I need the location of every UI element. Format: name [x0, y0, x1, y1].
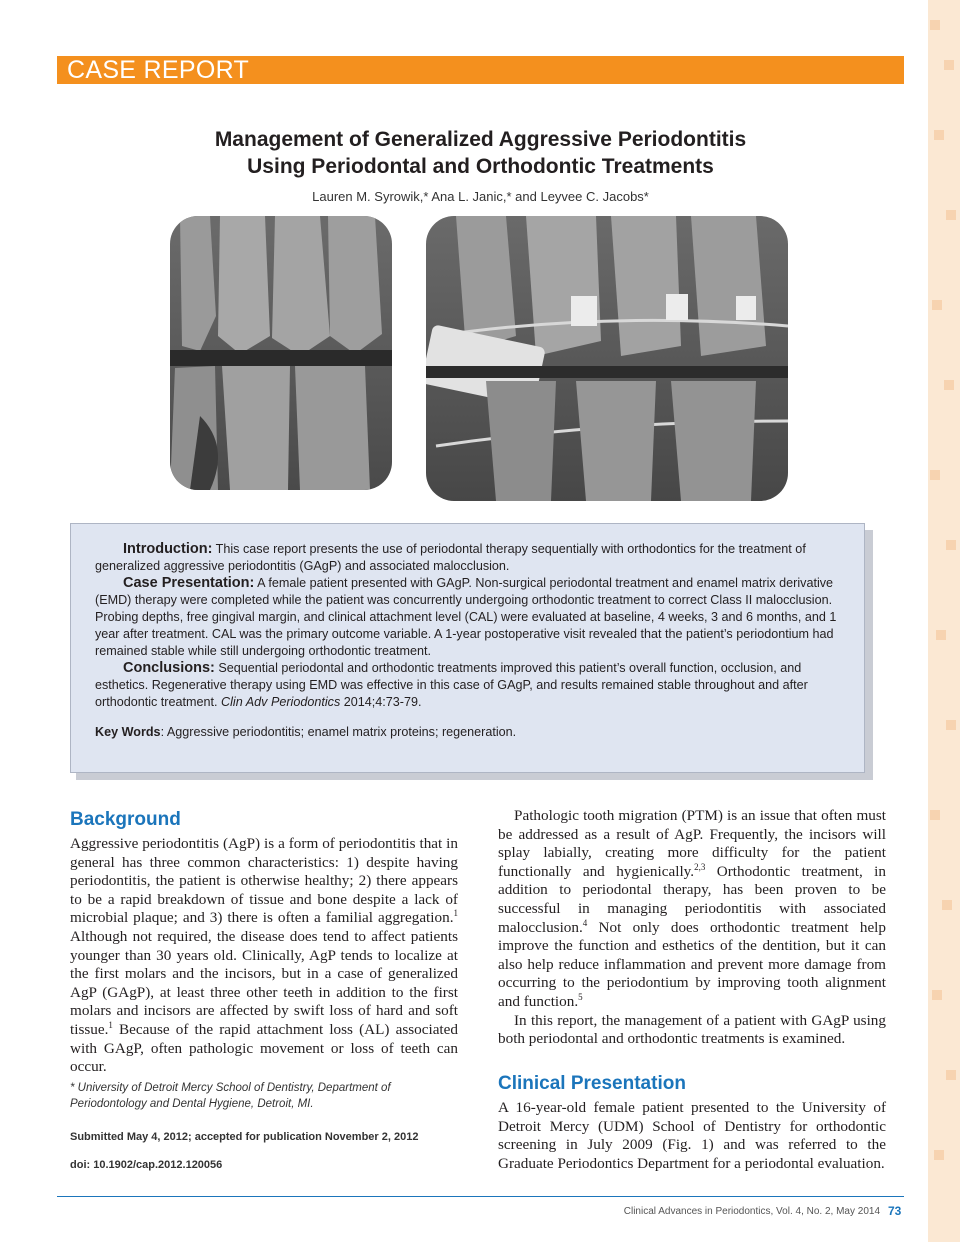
abstract-box: [70, 523, 865, 773]
background-paragraph: [70, 835, 458, 1077]
reference-superscript: 2,3: [694, 861, 706, 872]
abstract-case-text: A female patient presented with GAgP. Non-surgical periodontal treatment and enamel matrix derivative (EMD) therapy were completed while the patient was concurrently undergoing orthodontic treatment to correct Class II malocclusion. Probing depths, free gingival margin, and clinical attachment level (CAL) were evaluated at baseline, 4 weeks, 3 and 6 months, and 1 year after treatment. CAL was the primary outcome variable. A 1-year postoperative visit revealed that the patient’s periodontium had remained stable while still undergoing orthodontic treatment.: [95, 576, 837, 658]
citation-journal: Clin Adv Periodontics: [221, 695, 341, 709]
ptm-text-part-2: Orthodontic treatment, in addition to periodontal therapy, has been proven to be successful in managing periodontitis with associated malocclusion.: [498, 862, 886, 936]
background-text-part-3: Because of the rapid attachment loss (AL) associated with GAgP, often pathologic movement or loss of teeth can occur.: [70, 1020, 458, 1076]
abstract-paragraphs: [95, 541, 850, 711]
reference-superscript: 1: [108, 1019, 113, 1030]
clinical-presentation-paragraph: [498, 1099, 886, 1173]
page-number: 73: [888, 1204, 902, 1218]
abstract-introduction-text: This case report presents the use of periodontal therapy sequentially with orthodontics for the treatment of generalized aggressive periodontitis (GAgP) and associated malocclusion.: [95, 542, 806, 573]
decorative-side-strip: [928, 0, 960, 1242]
radiograph-left-image: [170, 216, 392, 490]
case-report-banner: [57, 56, 904, 84]
ptm-text-part-3: Not only does orthodontic treatment help improve the function and esthetics of the dentition, but it can also help reduce inflammation and prevent more damage from occurring to the periodontium by improving tooth alignment and function.: [498, 918, 886, 1010]
background-text-part-1: Aggressive periodontitis (AgP) is a form of periodontitis that in general has three common characteristics: 1) despite having periodontitis, the patient is otherwise healthy; 2) there appears to be a rapid breakdown of tissue and bone despite a lack of microbial plaque; and 3) there is often a familial aggregation.: [70, 835, 458, 927]
keywords-heading: Key Words: [95, 725, 161, 739]
ptm-text-part-1: Pathologic tooth migration (PTM) is an issue that often must be addressed as a result of AgP. Frequently, the incisors will splay labially, creating more difficulty for the patient functionally and hygienically.: [498, 807, 886, 880]
keywords-line: [95, 725, 516, 739]
reference-superscript: 5: [578, 991, 583, 1002]
article-title-line-2: Using Periodontal and Orthodontic Treatments: [247, 155, 714, 178]
abstract-case-heading: Case Presentation:: [123, 575, 255, 591]
keywords-text: : Aggressive periodontitis; enamel matrix proteins; regeneration.: [160, 725, 517, 739]
doi: doi: 10.1902/cap.2012.120056: [70, 1159, 223, 1171]
abstract-conclusions-text: Sequential periodontal and orthodontic treatments improved this patient’s overall function, occlusion, and esthetics. Regenerative therapy using EMD was effective in this case of GAgP, and results remained stable throughout and after orthodontic treatment.: [95, 661, 808, 709]
clinical-presentation-heading: Clinical Presentation: [498, 1073, 686, 1094]
abstract-introduction-heading: Introduction:: [123, 541, 213, 557]
journal-footer: Clinical Advances in Periodontics, Vol. 4, No. 2, May 2014: [623, 1206, 880, 1217]
ptm-paragraphs: [498, 807, 886, 1049]
radiograph-right-image: [426, 216, 788, 501]
submission-dates: Submitted May 4, 2012; accepted for publication November 2, 2012: [70, 1131, 419, 1143]
article-title-line-1: Management of Generalized Aggressive Periodontitis: [214, 128, 747, 151]
abstract-conclusions-heading: Conclusions:: [123, 660, 215, 676]
reference-superscript: 4: [582, 917, 588, 928]
author-list: Lauren M. Syrowik,* Ana L. Janic,* and Leyvee C. Jacobs*: [312, 189, 649, 204]
citation-details: 2014;4:73-79.: [340, 695, 422, 709]
banner-label: CASE REPORT: [67, 56, 250, 84]
author-affiliation: * University of Detroit Mercy School of Dentistry, Department of Periodontology and Dental Hygiene, Detroit, MI.: [70, 1082, 391, 1110]
footer-rule: [57, 1196, 904, 1197]
background-text-part-2: Although not required, the disease does tend to affect patients younger than 30 years old. Clinically, AgP tends to localize at the first molars and the incisors, but in a case of generalized AgP (GAgP), at least three other teeth in addition to the first molars and incisors are affected by swift loss of hard and soft tissue.: [70, 927, 458, 1038]
reference-superscript: 1: [453, 908, 458, 919]
report-scope-paragraph: In this report, the management of a patient with GAgP using both periodontal and orthodontic treatments is examined.: [498, 1011, 886, 1048]
background-heading: Background: [70, 809, 181, 830]
clinical-presentation-text: A 16-year-old female patient presented to the University of Detroit Mercy (UDM) School of Dentistry for orthodontic screening in July 2009 (Fig. 1) and was referred to the Graduate Periodontics Department for a periodontal evaluation.: [498, 1099, 886, 1172]
